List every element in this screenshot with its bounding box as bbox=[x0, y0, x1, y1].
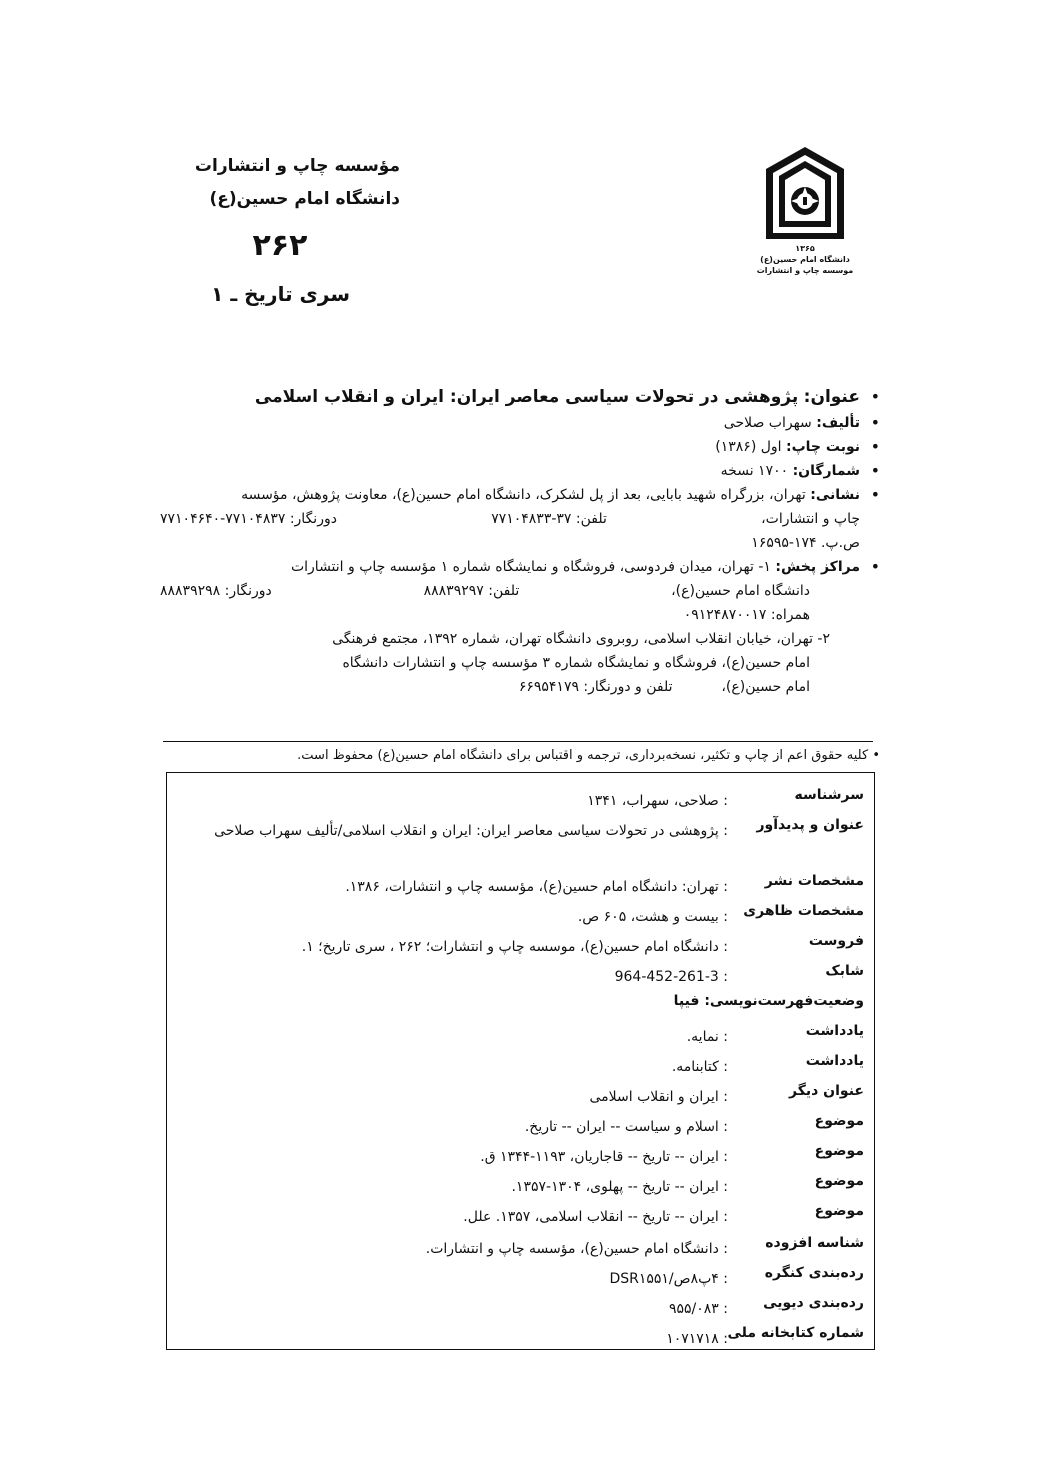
catalog-value: : صلاحی، سهراب، ۱۳۴۱ bbox=[587, 793, 728, 809]
catalog-row bbox=[165, 993, 874, 1009]
edition-label: نوبت چاپ: bbox=[786, 439, 860, 455]
copyright-notice: • کلیه حقوق اعم از چاپ و تکثیر، نسخه‌برداری، ترجمه و اقتباس برای دانشگاه امام حسین(ع) محفوظ است. bbox=[170, 746, 880, 766]
address-fax: دورنگار: ۷۷۱۰۴۸۳۷-۷۷۱۰۴۶۴۰ bbox=[160, 511, 337, 527]
catalog-key: موضوع bbox=[814, 1113, 864, 1129]
circulation-label: شمارگان: bbox=[792, 463, 860, 479]
catalog-value: : دانشگاه امام حسین(ع)، مؤسسه چاپ و انتشارات. bbox=[425, 1241, 728, 1257]
catalog-row bbox=[165, 1325, 874, 1353]
distribution-1-mobile: همراه: ۰۹۱۲۴۸۷۰۰۱۷ bbox=[683, 607, 810, 623]
address-phone: تلفن: ۳۷-۷۷۱۰۴۸۳۳ bbox=[491, 511, 607, 527]
catalog-key: شناسه افزوده bbox=[765, 1235, 864, 1251]
catalog-row bbox=[165, 1023, 874, 1051]
distribution-1-line-1: ۱- تهران، میدان فردوسی، فروشگاه و نمایشگاه شماره ۱ مؤسسه چاپ و انتشارات bbox=[290, 559, 771, 575]
publisher-name bbox=[140, 150, 400, 216]
series-name: سری تاریخ ـ ۱ bbox=[211, 282, 350, 306]
catalog-row bbox=[165, 817, 874, 845]
distribution-1-name: دانشگاه امام حسین(ع)، bbox=[671, 583, 810, 599]
distribution-2-line-2: امام حسین(ع)، فروشگاه و نمایشگاه شماره ۳ مؤسسه چاپ و انتشارات دانشگاه bbox=[342, 655, 810, 671]
distribution-1-phone: تلفن: ۸۸۸۳۹۲۹۷ bbox=[423, 583, 520, 599]
catalog-row bbox=[165, 1235, 874, 1263]
catalog-key: عنوان دیگر bbox=[789, 1083, 864, 1099]
catalog-value: : ۹۵۵/۰۸۳ bbox=[668, 1301, 728, 1317]
catalog-value: : دانشگاه امام حسین(ع)، موسسه چاپ و انتشارات؛ ۲۶۲ ، سری تاریخ؛ ۱. bbox=[301, 939, 728, 955]
catalog-row bbox=[165, 787, 874, 815]
catalog-value: : ایران -- تاریخ -- پهلوی، ۱۳۰۴-۱۳۵۷. bbox=[511, 1179, 728, 1195]
circulation-row bbox=[160, 459, 880, 483]
catalog-row bbox=[165, 1143, 874, 1171]
address-row bbox=[160, 483, 880, 507]
catalog-key: شابک bbox=[825, 963, 864, 979]
catalog-key: مشخصات نشر bbox=[764, 873, 864, 889]
catalog-row bbox=[165, 1295, 874, 1323]
catalog-value: : تهران: دانشگاه امام حسین(ع)، مؤسسه چاپ و انتشارات، ۱۳۸۶. bbox=[345, 879, 728, 895]
catalog-value: : ایران و انقلاب اسلامی bbox=[589, 1089, 728, 1105]
catalog-row bbox=[165, 1083, 874, 1111]
logo-caption bbox=[752, 243, 858, 276]
address-label: نشانی: bbox=[810, 487, 860, 503]
author-value: سهراب صلاحی bbox=[723, 415, 812, 431]
distribution-2-name: امام حسین(ع)، bbox=[721, 679, 810, 695]
publisher-line-1: مؤسسه چاپ و انتشارات bbox=[194, 156, 400, 176]
distribution-label: مراکز پخش: bbox=[775, 559, 860, 575]
catalog-value: : اسلام و سیاست -- ایران -- تاریخ. bbox=[524, 1119, 728, 1135]
catalog-row bbox=[165, 1265, 874, 1293]
catalog-value: : ۴پ۸ص/DSR۱۵۵۱ bbox=[609, 1271, 728, 1287]
logo-caption-year: ۱۳۶۵ bbox=[795, 244, 815, 253]
address-po-box: ص.پ. ۱۷۴-۱۶۵۹۵ bbox=[751, 535, 860, 551]
catalog-key: شماره کتابخانه ملی bbox=[727, 1325, 864, 1341]
author-row bbox=[160, 411, 880, 435]
catalog-key: مشخصات ظاهری bbox=[743, 903, 864, 919]
catalog-value: : ۱۰۷۱۷۱۸ bbox=[666, 1331, 728, 1347]
catalog-row bbox=[165, 1203, 874, 1231]
catalog-key: رده‌بندی دیویی bbox=[763, 1295, 864, 1311]
catalog-key: موضوع bbox=[814, 1173, 864, 1189]
catalog-key: یادداشت bbox=[805, 1053, 864, 1069]
distribution-1-fax: دورنگار: ۸۸۸۳۹۲۹۸ bbox=[160, 583, 272, 599]
distribution-row bbox=[160, 555, 880, 579]
catalog-value: : بیست و هشت، ۶۰۵ ص. bbox=[577, 909, 728, 925]
series-number: ۲۶۲ bbox=[252, 228, 308, 263]
divider bbox=[163, 741, 873, 742]
catalog-value: : ایران -- تاریخ -- انقلاب اسلامی، ۱۳۵۷. علل. bbox=[463, 1209, 728, 1225]
address-line-2 bbox=[160, 507, 880, 531]
catalog-row bbox=[165, 1053, 874, 1081]
cataloging-box bbox=[166, 772, 875, 1350]
title-row bbox=[160, 383, 880, 411]
distribution-1-line-2 bbox=[160, 579, 880, 603]
circulation-value: ۱۷۰۰ نسخه bbox=[720, 463, 789, 479]
edition-row bbox=[160, 435, 880, 459]
title-value: پژوهشی در تحولات سیاسی معاصر ایران: ایران و انقلاب اسلامی bbox=[254, 387, 799, 407]
catalog-key: موضوع bbox=[814, 1203, 864, 1219]
book-info bbox=[160, 383, 880, 699]
title-label: عنوان: bbox=[803, 387, 860, 407]
catalog-row bbox=[165, 933, 874, 961]
catalog-value: : نمایه. bbox=[686, 1029, 728, 1045]
catalog-row bbox=[165, 963, 874, 991]
catalog-row bbox=[165, 1173, 874, 1201]
catalog-value: : 964-452-261-3 bbox=[614, 969, 728, 985]
catalog-row bbox=[165, 873, 874, 901]
edition-value: اول (۱۳۸۶) bbox=[715, 439, 782, 455]
address-line-2-a: چاپ و انتشارات، bbox=[761, 511, 860, 527]
publisher-line-2: دانشگاه امام حسین(ع) bbox=[209, 189, 400, 209]
catalog-value: : ایران -- تاریخ -- قاجاریان، ۱۱۹۳-۱۳۴۴ ق. bbox=[480, 1149, 728, 1165]
author-label: تألیف: bbox=[816, 415, 860, 431]
catalog-key: سرشناسه bbox=[794, 787, 864, 803]
catalog-row bbox=[165, 1113, 874, 1141]
catalog-key: فروست bbox=[808, 933, 864, 949]
catalog-key: رده‌بندی کنگره bbox=[764, 1265, 864, 1281]
catalog-value: : کتابنامه. bbox=[671, 1059, 728, 1075]
distribution-2-line-1: ۲- تهران، خیابان انقلاب اسلامی، روبروی دانشگاه تهران، شماره ۱۳۹۲، مجتمع فرهنگی bbox=[332, 631, 830, 647]
distribution-2-line-3 bbox=[160, 675, 880, 699]
catalog-key: یادداشت bbox=[805, 1023, 864, 1039]
logo-caption-university: دانشگاه امام حسین(ع) bbox=[760, 255, 850, 264]
address-line-1: تهران، بزرگراه شهید بابایی، بعد از پل لشکرک، دانشگاه امام حسین(ع)، معاونت پژوهش، مؤسسه bbox=[241, 487, 806, 503]
catalog-value: : پژوهشی در تحولات سیاسی معاصر ایران: ایران و انقلاب اسلامی/تألیف سهراب صلاحی bbox=[214, 823, 728, 839]
catalog-row bbox=[165, 903, 874, 931]
distribution-2-phone: تلفن و دورنگار: ۶۶۹۵۴۱۷۹ bbox=[518, 679, 673, 695]
logo-caption-institute: موسسه چاپ و انتشارات bbox=[756, 266, 854, 275]
catalog-key: عنوان و پدیدآور bbox=[756, 817, 864, 833]
catalog-full-line: وضعیت‌فهرست‌نویسی: فیپا bbox=[673, 993, 864, 1009]
catalog-key: موضوع bbox=[814, 1143, 864, 1159]
